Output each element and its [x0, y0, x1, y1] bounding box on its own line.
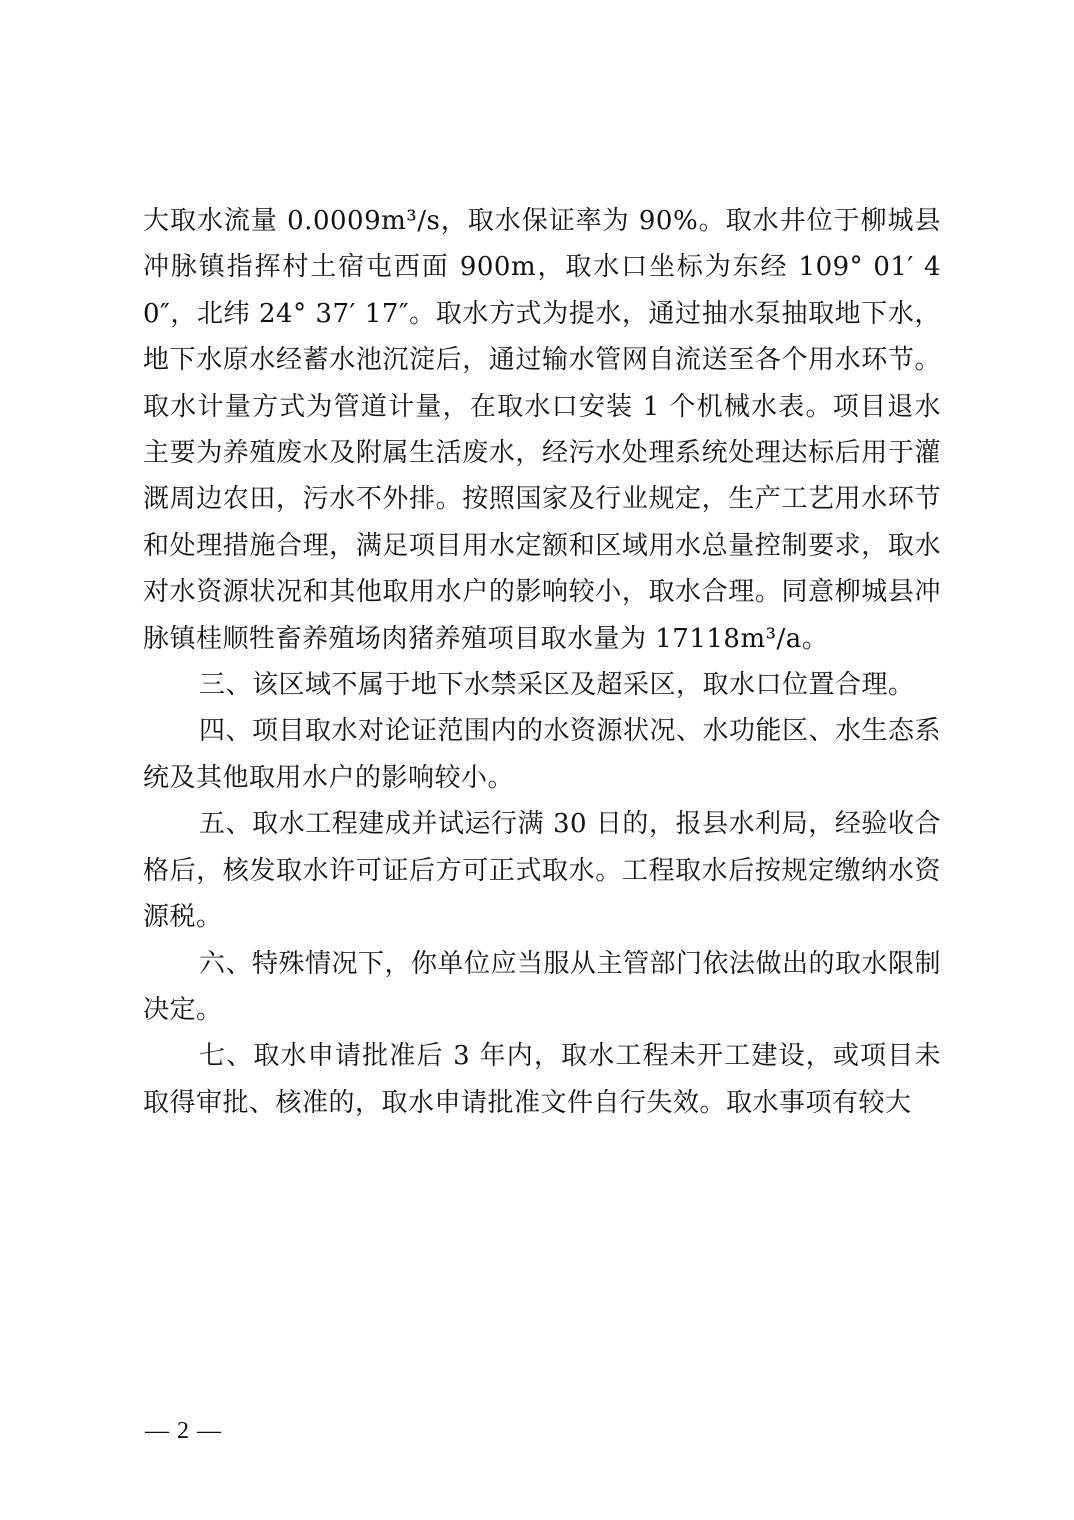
paragraph-4: 五、取水工程建成并试运行满 30 日的，报县水利局，经验收合格后，核发取水许可证后方可正式取水。工程取水后按规定缴纳水资源税。	[143, 809, 941, 933]
page-number: — 2 —	[145, 1418, 222, 1444]
paragraph-6: 七、取水申请批准后 3 年内，取水工程未开工建设，或项目未取得审批、核准的，取水申请批准文件自行失效。取水事项有较大	[143, 1041, 941, 1118]
document-body	[143, 198, 941, 1126]
paragraph-3: 四、项目取水对论证范围内的水资源状况、水功能区、水生态系统及其他取用水户的影响较小。	[143, 716, 942, 793]
paragraph-1: 大取水流量 0.0009m³/s，取水保证率为 90%。取水井位于柳城县冲脉镇指挥村土宿屯西面 900m，取水口坐标为东经 109° 01′ 40″，北纬 24° 37′ 17″。取水方式为提水，通过抽水泵抽取地下水，地下水原水经蓄水池沉淀后，通过输水管网自流送至各个用水环节。取水计量方式为管道计量，在取水口安装 1 个机械水表。项目退水主要为养殖废水及附属生活废水，经污水处理系统处理达标后用于灌溉周边农田，污水不外排。按照国家及行业规定，生产工艺用水环节和处理措施合理，满足项目用水定额和区域用水总量控制要求，取水对水资源状况和其他取用水户的影响较小，取水合理。同意柳城县冲脉镇桂顺牲畜养殖场肉猪养殖项目取水量为 17118m³/a。	[143, 206, 941, 654]
paragraph-2: 三、该区域不属于地下水禁采区及超采区，取水口位置合理。	[199, 670, 915, 701]
paragraph-5: 六、特殊情况下，你单位应当服从主管部门依法做出的取水限制决定。	[143, 948, 942, 1025]
